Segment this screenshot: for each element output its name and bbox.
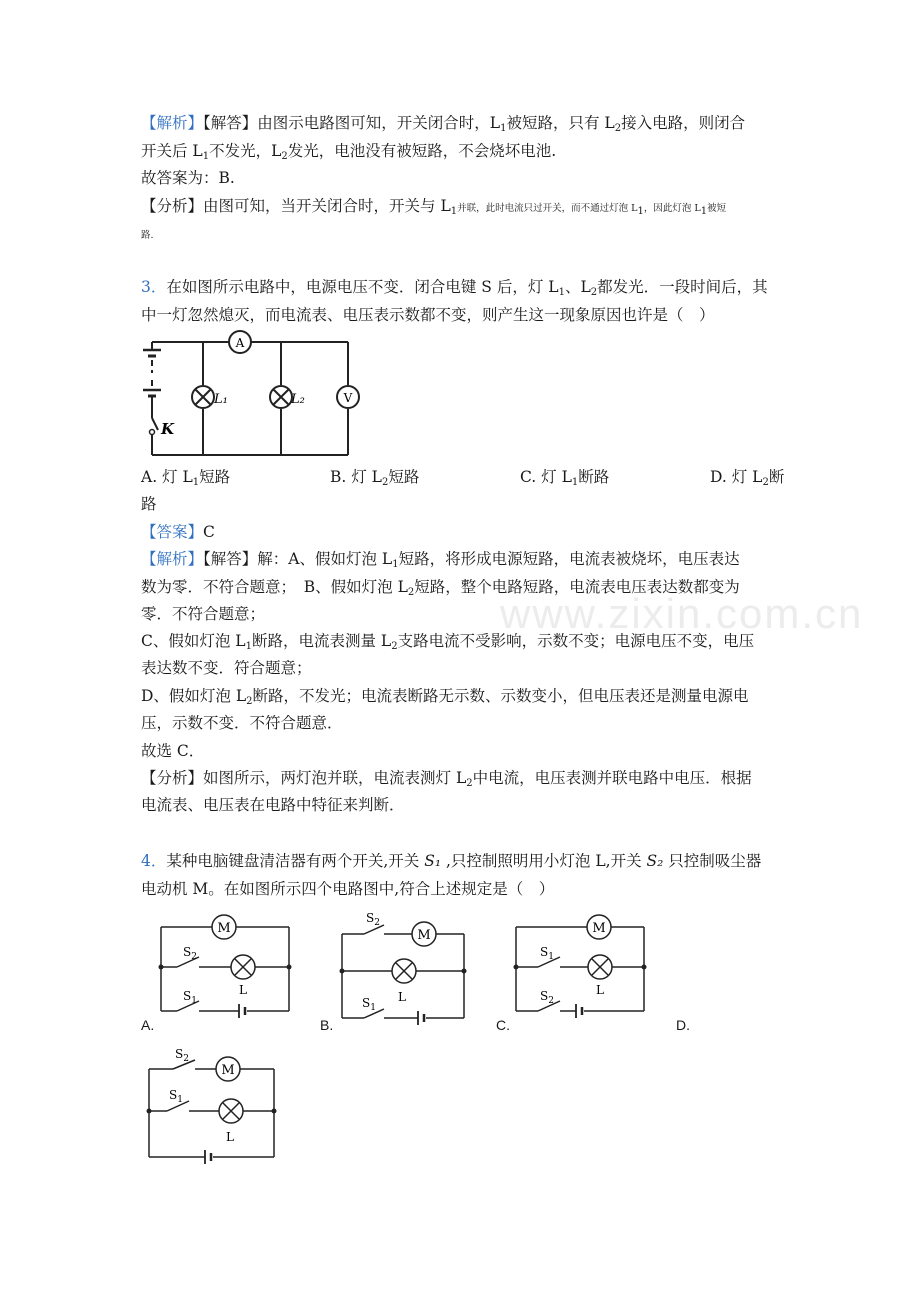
answer-tag: 【解答】 [203,114,258,132]
q3-explanation-1: 【解析】【解答】解：A、假如灯泡 $L_1$短路，将形成电源短路，电流表被烧坏，电压表达 [141,550,740,570]
q3-explanation-6: D、假如灯泡 $L_2$断路，不发光；电流表断路无示数、示数变小，但电压表还是测量电源电 [141,687,749,707]
q3-explanation-7: 压，示数不变．不符合题意． [141,714,343,732]
svg-text:M: M [217,921,231,936]
q4-option-a[interactable]: A. [141,1017,155,1033]
svg-text:A: A [235,336,245,350]
fenxi-tag: 【分析】 [141,197,204,215]
svg-text:S2: $S_2$ [540,989,554,1006]
q2-fenxi-line: 【分析】由图可知，当开关闭合时，开关与 $L_1$并联，此时电流只过开关，而不通过灯泡 $L_1$，因此灯泡 $L_1$被短 [141,197,727,217]
watermark: www.zixin.com.cn [500,590,864,637]
q2-analysis-line-2: 开关后 $L_1$不发光，$L_2$发光，电池没有被短路，不会烧坏电池. [141,142,557,162]
svg-text:L: L [226,1130,234,1144]
q3-fenxi-1: 【分析】如图所示，两灯泡并联，电流表测灯 $L_2$中电流，电压表测并联电路中电压．根据 [141,769,752,789]
svg-text:K: K [161,420,175,438]
option-c[interactable]: C. 灯 $L_1$断路 [520,468,610,488]
svg-text:L₂: L₂ [291,392,305,407]
svg-text:V: V [343,391,353,405]
option-b[interactable]: B. 灯 $L_2$短路 [330,468,420,488]
lamp-icon [392,959,416,983]
question-number: 4． [141,852,167,870]
q2-fenxi-cont: 路. [141,230,154,241]
analysis-tag: 【解析】 [141,114,204,132]
svg-text:S1: $S_1$ [540,945,554,962]
q4-option-c[interactable]: C. [496,1017,510,1033]
lamp-icon [219,1099,243,1123]
option-d[interactable]: D. 灯 $L_2$断 [710,468,785,488]
option-d-cont: 路 [141,495,157,513]
q3-answer: 【答案】C [141,523,215,541]
lamp-l2-icon [270,386,292,408]
option-a[interactable]: A. 灯 $L_1$短路 [141,468,231,488]
svg-text:L₁: L₁ [214,392,228,407]
q2-conclusion: 故答案为：B. [141,169,235,187]
svg-text:M: M [417,928,431,943]
svg-text:L: L [239,983,247,997]
svg-text:S1: $S_1$ [169,1088,183,1105]
svg-text:S1: $S_1$ [183,989,197,1006]
svg-text:S2: $S_2$ [366,911,380,928]
q3-circuit-diagram [140,330,365,465]
lamp-l1-icon [192,386,214,408]
lamp-icon [231,955,255,979]
q4-diagram-d [143,1045,283,1170]
q3-explanation-4: C、假如灯泡 $L_1$断路，电流表测量 $L_2$支路电流不受影响，示数不变；电源电压不变，电压 [141,632,755,652]
q3-stem-line-1: 3．在如图所示电路中，电源电压不变．闭合电键 S 后，灯 $L_1$、$L_2$都发光．一段时间后，其 [141,278,768,298]
q3-stem-line-2: 中一灯忽然熄灭，而电流表、电压表示数都不变，则产生这一现象原因也许是（ ） [141,306,715,324]
q4-option-d[interactable]: D. [676,1017,690,1033]
q4-stem-line-1: 4．某种电脑键盘清洁器有两个开关,开关 S₁ ,只控制照明用小灯泡 L,开关 S₂ 只控制吸尘器 [141,852,762,870]
svg-text:M: M [221,1063,235,1078]
lamp-icon [588,955,612,979]
svg-text:S2: $S_2$ [183,945,197,962]
svg-text:L: L [398,990,406,1004]
q4-stem-line-2: 电动机 M。在如图所示四个电路图中,符合上述规定是（ ） [141,880,555,898]
q3-explanation-5: 表达数不变．符合题意； [141,659,312,677]
q4-diagram-c [510,910,650,1025]
q3-explanation-2: 数为零．不符合题意； B、假如灯泡 $L_2$短路，整个电路短路，电流表电压表达数都变为 [141,578,740,598]
q2-analysis-line: 【解析】【解答】由图示电路图可知，开关闭合时，$L_1$被短路，只有 $L_2$接入电路，则闭合 [141,114,746,134]
q3-fenxi-2: 电流表、电压表在电路中特征来判断． [141,796,405,814]
svg-text:S1: $S_1$ [362,996,376,1013]
svg-text:M: M [592,921,606,936]
svg-text:S2: $S_2$ [175,1047,189,1064]
question-number: 3． [141,278,167,296]
q4-diagram-b [336,910,476,1025]
q4-diagram-a [155,910,295,1025]
q3-conclusion: 故选 C． [141,742,205,760]
q4-option-b[interactable]: B. [320,1017,334,1033]
q3-explanation-3: 零．不符合题意； [141,605,266,623]
svg-text:L: L [596,983,604,997]
